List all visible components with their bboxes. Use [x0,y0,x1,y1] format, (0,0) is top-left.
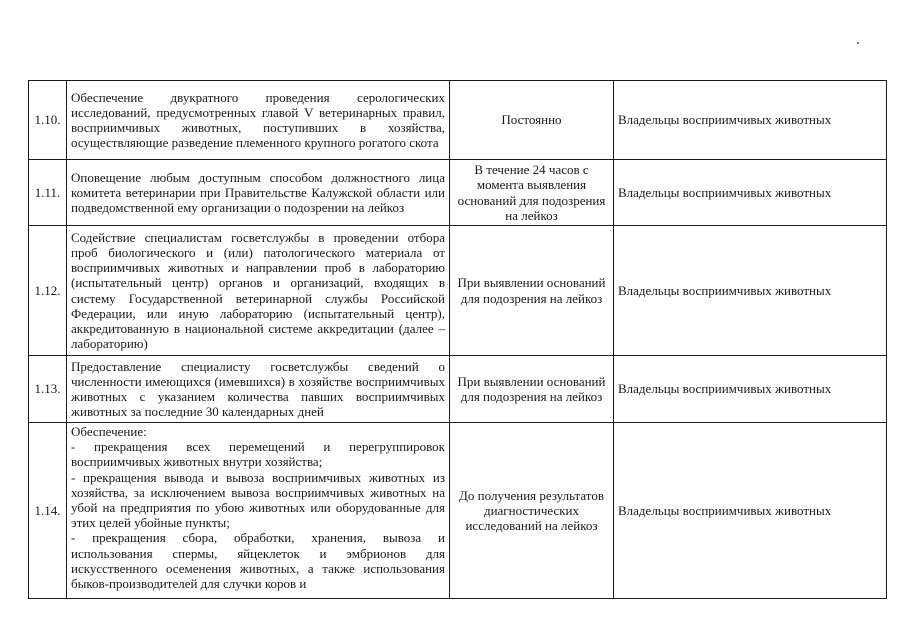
row-description: Содействие специалистам госветслужбы в проведении отбора проб биологического и (или) патологического материала от восприимчивых животных и направлении проб в лабораторию (испытательный центр) органов и организаций, входящих в систему Государственной ветеринарной службы Российской Федерации, или иную лабораторию (испытательный центр), аккредитованную в национальной системе аккредитации (далее – лабораторию) [67,226,450,356]
row-description: Оповещение любым доступным способом должностного лица комитета ветеринарии при Правительстве Калужской области или подведомственной ему организации о подозрении на лейкоз [67,160,450,226]
row-description: Обеспечение двукратного проведения серологических исследований, предусмотренных главой V ветеринарных правил, восприимчивых животных, поступивших в хозяйства, осуществляющие разведение племенного крупного рогатого скота [67,81,450,160]
measures-table [28,80,887,599]
row-number: 1.13. [29,356,67,423]
row-number: 1.12. [29,226,67,356]
row-number: 1.11. [29,160,67,226]
row-responsible: Владельцы восприимчивых животных [614,226,887,356]
row-responsible: Владельцы восприимчивых животных [614,160,887,226]
row-description: Предоставление специалисту госветслужбы сведений о численности имеющихся (имевшихся) в хозяйстве восприимчивых животных с указанием количества павших восприимчивых животных за последние 30 календарных дней [67,356,450,423]
row-description [67,423,450,599]
row-number: 1.14. [29,423,67,599]
row-term: Постоянно [450,81,614,160]
row-term: При выявлении оснований для подозрения на лейкоз [450,226,614,356]
table-row [29,81,887,160]
description-intro: Обеспечение: [71,424,147,439]
scan-speck [857,42,859,44]
list-item: - прекращения всех перемещений и перегруппировок восприимчивых животных внутри хозяйства; [71,439,445,470]
table-row [29,226,887,356]
table-row [29,423,887,599]
row-responsible: Владельцы восприимчивых животных [614,423,887,599]
list-item: - прекращения сбора, обработки, хранения, вывоза и использования спермы, яйцеклеток и эмбрионов для искусственного осеменения животных, а также использования быков-производителей для случки коров и [71,530,445,592]
row-term: До получения результатов диагностических исследований на лейкоз [450,423,614,599]
row-term: В течение 24 часов с момента выявления оснований для подозрения на лейкоз [450,160,614,226]
row-number: 1.10. [29,81,67,160]
description-list [71,424,445,597]
table-row [29,356,887,423]
row-responsible: Владельцы восприимчивых животных [614,356,887,423]
list-item: - прекращения вывода и вывоза восприимчивых животных из хозяйства, за исключением вывоза восприимчивых животных на убой на предприятия по убою животных или оборудованные для этих целей убойные пункты; [71,469,445,531]
table-row [29,160,887,226]
row-responsible: Владельцы восприимчивых животных [614,81,887,160]
row-term: При выявлении оснований для подозрения на лейкоз [450,356,614,423]
